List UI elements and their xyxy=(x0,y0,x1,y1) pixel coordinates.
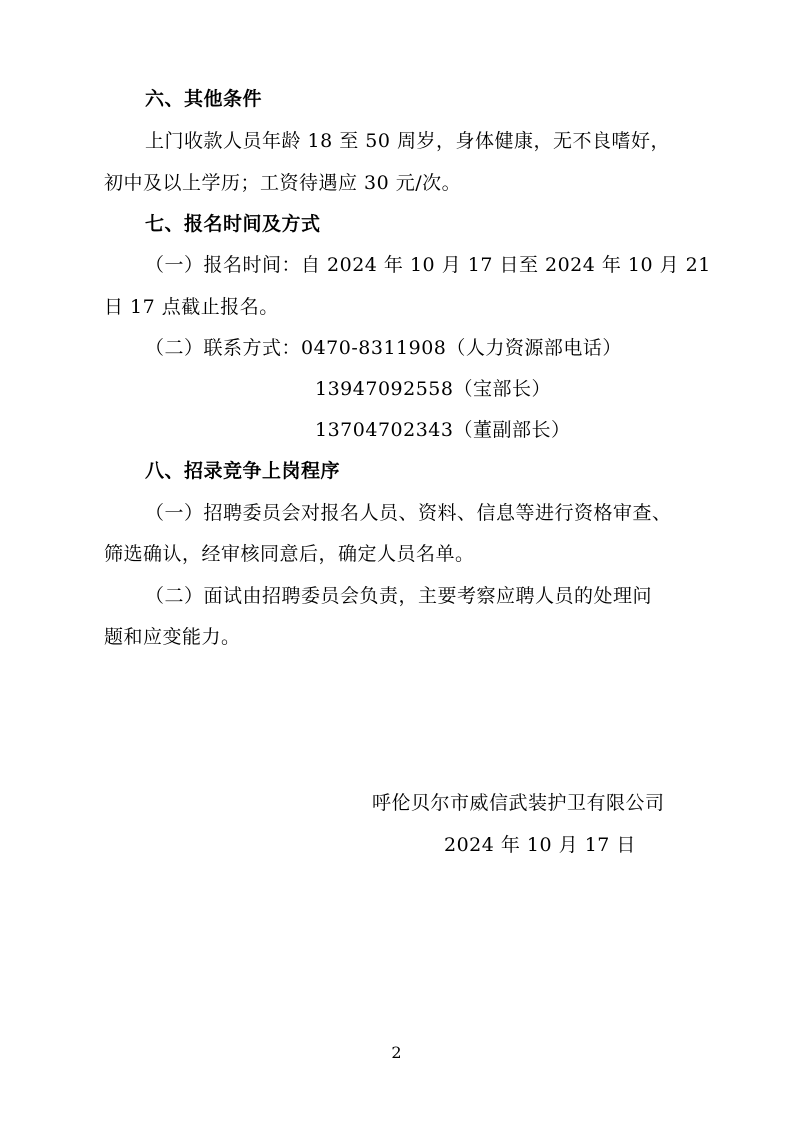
section8-heading: 八、招录竞争上岗程序 xyxy=(145,460,341,482)
section7-contact-line2: 13947092558（宝部长） xyxy=(315,378,551,400)
section7-time-line1: （一）报名时间：自 2024 年 10 月 17 日至 2024 年 10 月 21 xyxy=(145,254,711,276)
section7-contact-line1: （二）联系方式：0470-8311908（人力资源部电话） xyxy=(145,337,622,359)
section8-item2-line2: 题和应变能力。 xyxy=(104,626,241,648)
section8-item1-line2: 筛选确认，经审核同意后，确定人员名单。 xyxy=(104,543,475,565)
section6-para-line2: 初中及以上学历；工资待遇应 30 元/次。 xyxy=(104,172,462,194)
section7-time-line2: 日 17 点截止报名。 xyxy=(104,296,279,318)
section6-para-line1: 上门收款人员年龄 18 至 50 周岁，身体健康，无不良嗜好， xyxy=(145,130,671,152)
section7-contact-line3: 13704702343（董副部长） xyxy=(315,419,571,441)
section7-heading: 七、报名时间及方式 xyxy=(145,213,321,235)
page-number: 2 xyxy=(391,1043,402,1062)
section6-heading: 六、其他条件 xyxy=(145,88,263,110)
section8-item2-line1: （二）面试由招聘委员会负责，主要考察应聘人员的处理问 xyxy=(145,585,653,607)
signature-company: 呼伦贝尔市威信武装护卫有限公司 xyxy=(372,792,665,814)
section8-item1-line1: （一）招聘委员会对报名人员、资料、信息等进行资格审查、 xyxy=(145,502,672,524)
signature-date: 2024 年 10 月 17 日 xyxy=(444,834,636,856)
